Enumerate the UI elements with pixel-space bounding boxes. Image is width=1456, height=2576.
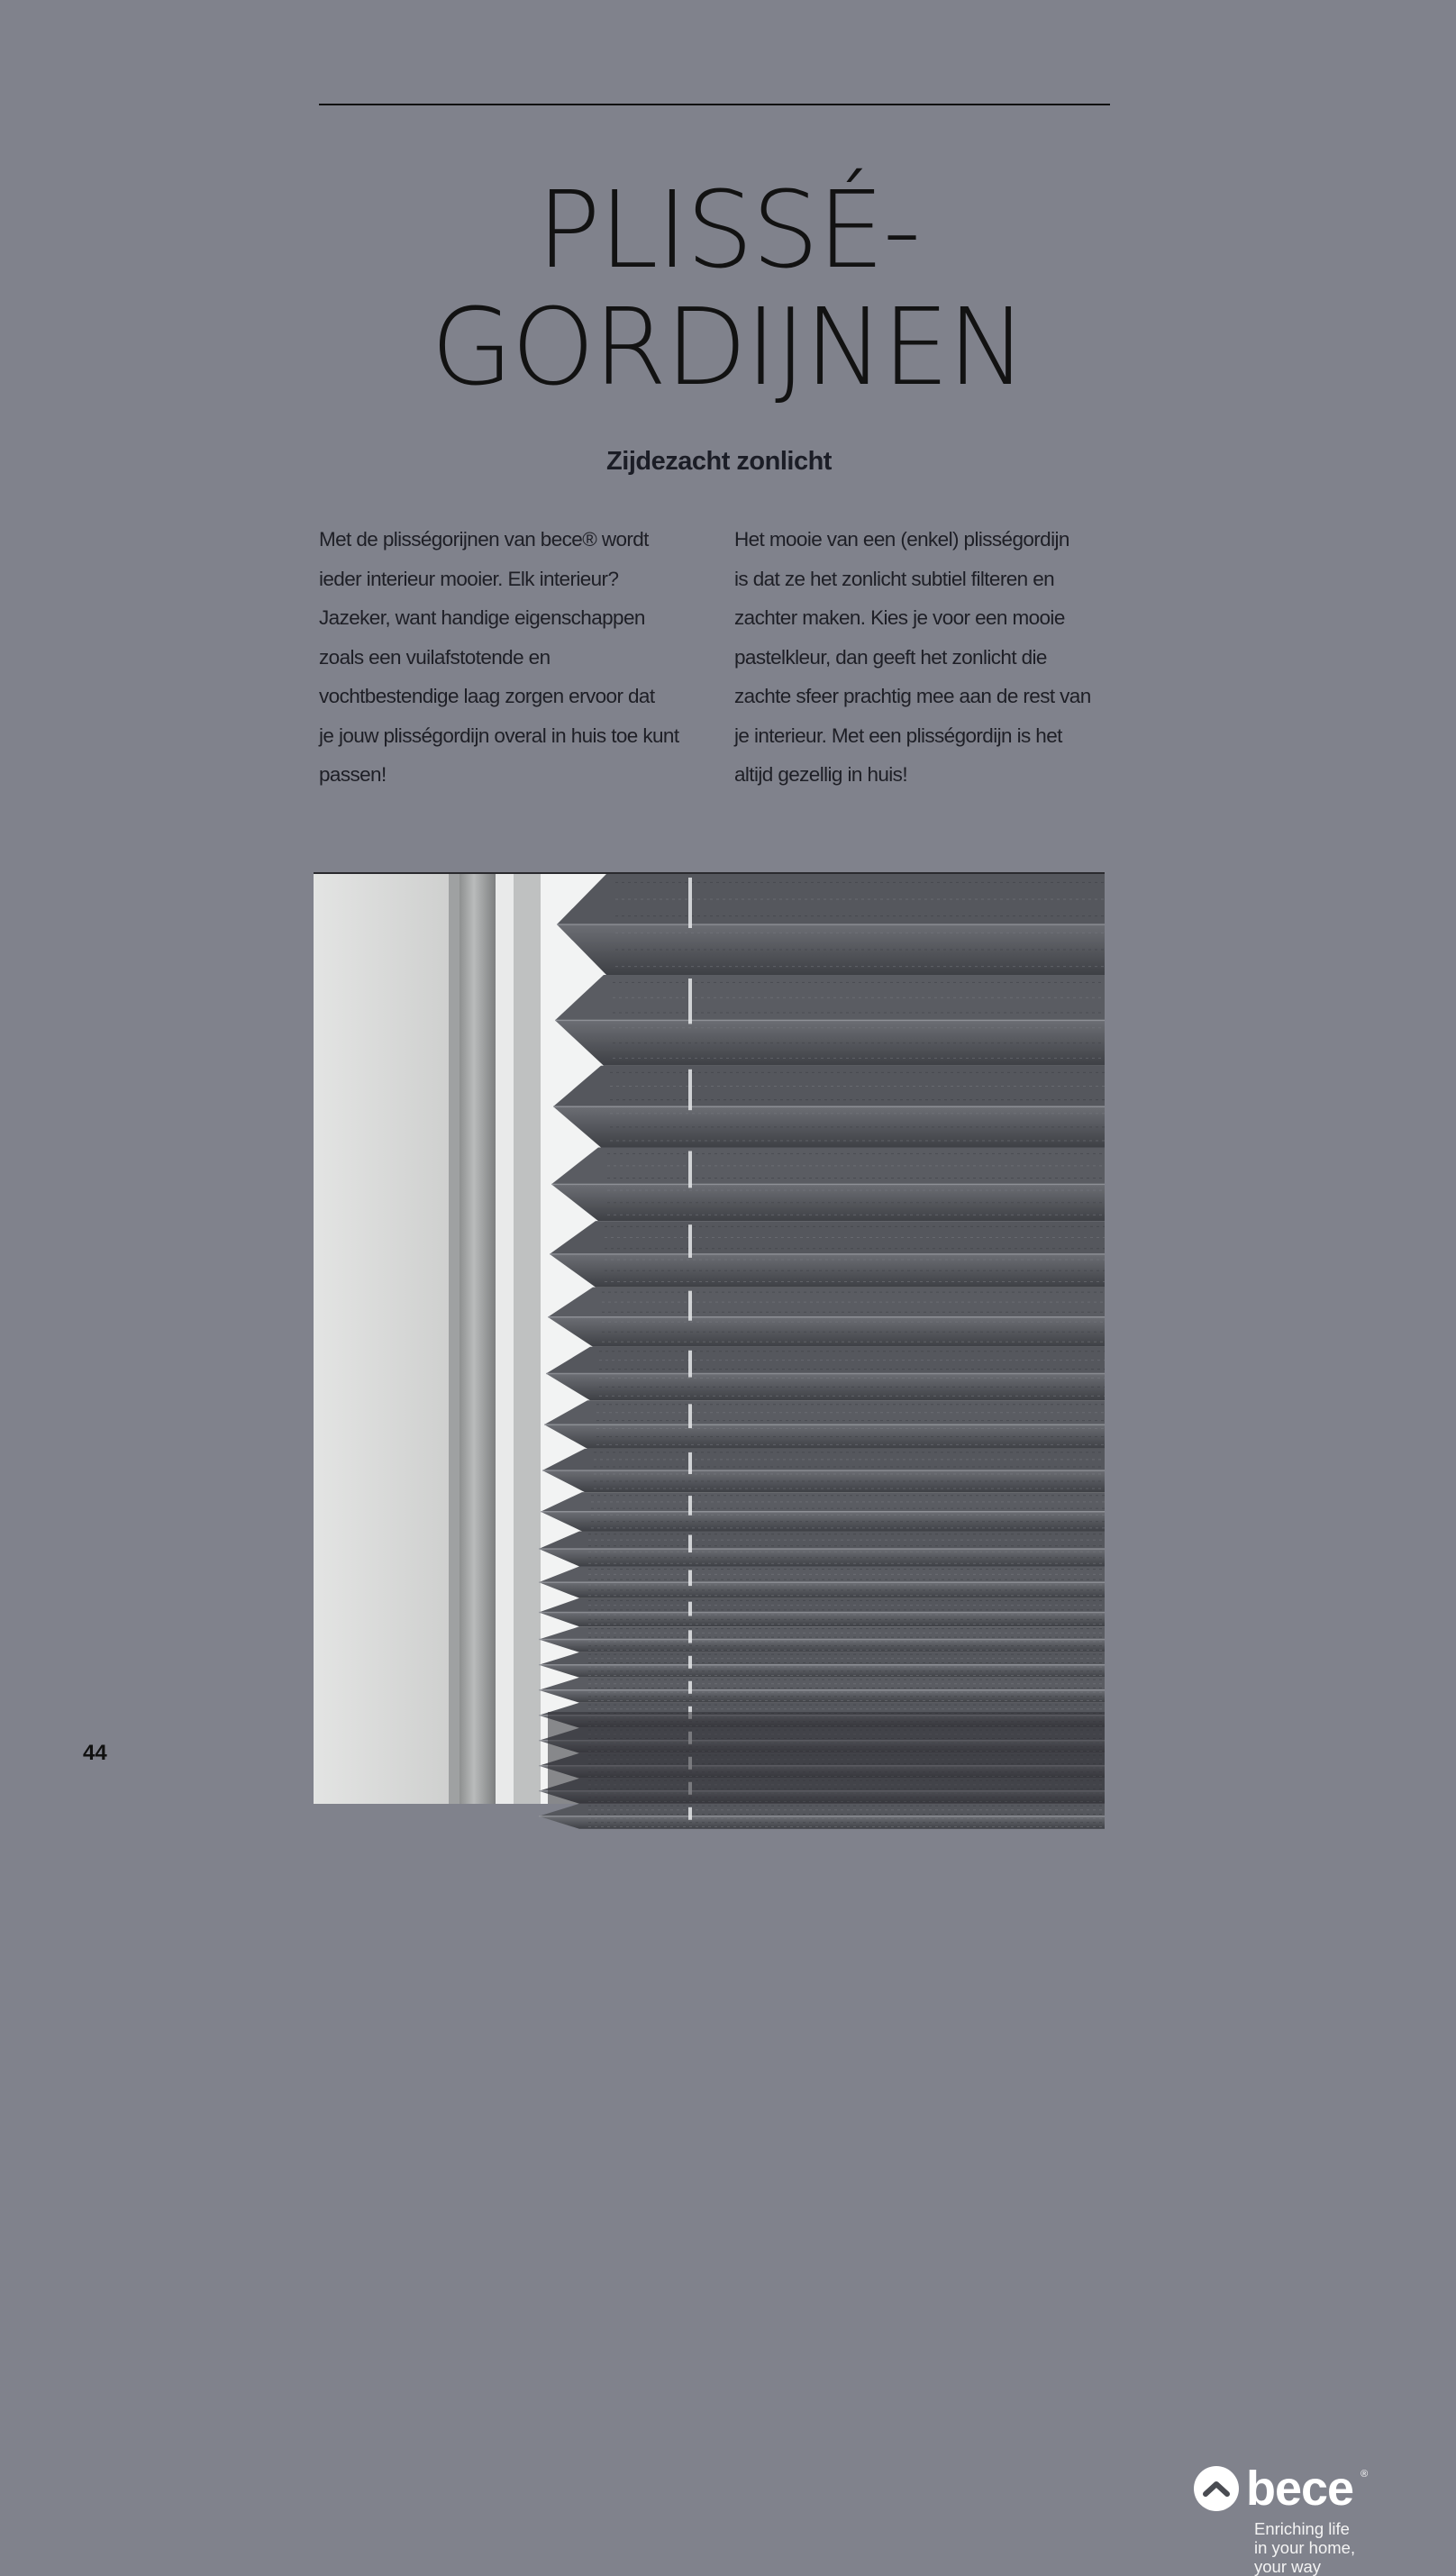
cord-hole [688,1570,692,1587]
window-frame-wall [314,874,449,1804]
intro-right-column [734,520,1113,795]
chevron-up-icon [1194,2466,1239,2511]
window-sash [460,874,496,1804]
pleat-upper [548,1288,1105,1317]
cord-hole [688,1630,692,1643]
page-number: 44 [83,1741,107,1765]
right-line: je interieur. Met een plisségordijn is het [734,724,1062,747]
cord-hole [688,1224,692,1258]
tagline-line: your way [1254,2557,1322,2576]
right-line: zachte sfeer prachtig mee aan de rest van [734,685,1091,707]
left-line: Jazeker, want handige eigenschappen [319,606,645,629]
left-line: Met de plisségorijnen van bece® wordt [319,528,649,551]
cord-hole [688,1151,692,1188]
right-line: altijd gezellig in huis! [734,763,907,786]
pleated-blind-photo [314,872,1369,2576]
registered-mark: ® [1360,2469,1369,2480]
pleat-upper [546,1347,1105,1374]
cord-hole [688,1807,692,1820]
right-line: Het mooie van een (enkel) plisségordijn [734,528,1069,551]
top-rule [319,104,1110,105]
right-line: is dat ze het zonlicht subtiel filteren en [734,567,1055,590]
pleated-blind-illustration [314,874,1105,1804]
right-line: zachter maken. Kies je voor een mooie [734,606,1065,629]
cord-hole [688,1291,692,1321]
right-line: pastelkleur, dan geeft het zonlicht die [734,645,1047,669]
cord-hole [688,1681,692,1694]
cord-hole [688,1351,692,1378]
left-line: ieder interieur mooier. Elk interieur? [319,567,619,590]
cord-hole [688,878,692,928]
tagline-line: Enriching life [1254,2519,1350,2538]
cord-hole [688,1496,692,1516]
cord-hole [688,1404,692,1428]
tagline-line: in your home, [1254,2538,1356,2557]
intro-left-column [319,520,697,795]
cord-hole [688,1602,692,1616]
pleat-group [539,874,1105,1829]
cord-hole [688,979,692,1024]
pleat-lower [548,1317,1105,1347]
page-title [0,168,1456,409]
cord-hole [688,1534,692,1552]
cord-hole [688,1070,692,1110]
left-line: je jouw plisségordijn overal in huis toe kunt [319,724,679,747]
bece-logo [1194,2462,1383,2576]
pleat-lower [546,1374,1105,1401]
title-line-1: PLISSÉ- [536,168,920,292]
left-line: zoals een vuilafstotende en [319,645,551,669]
cord-hole [688,1452,692,1474]
logo-tagline [1254,2519,1383,2576]
logo-wordmark: bece [1246,2462,1354,2516]
subtitle: Zijdezacht zonlicht [606,447,832,476]
left-line: passen! [319,763,387,786]
title-line-2: GORDIJNEN [431,285,1025,409]
left-line: vochtbestendige laag zorgen ervoor dat [319,685,655,707]
cord-hole [688,1656,692,1669]
